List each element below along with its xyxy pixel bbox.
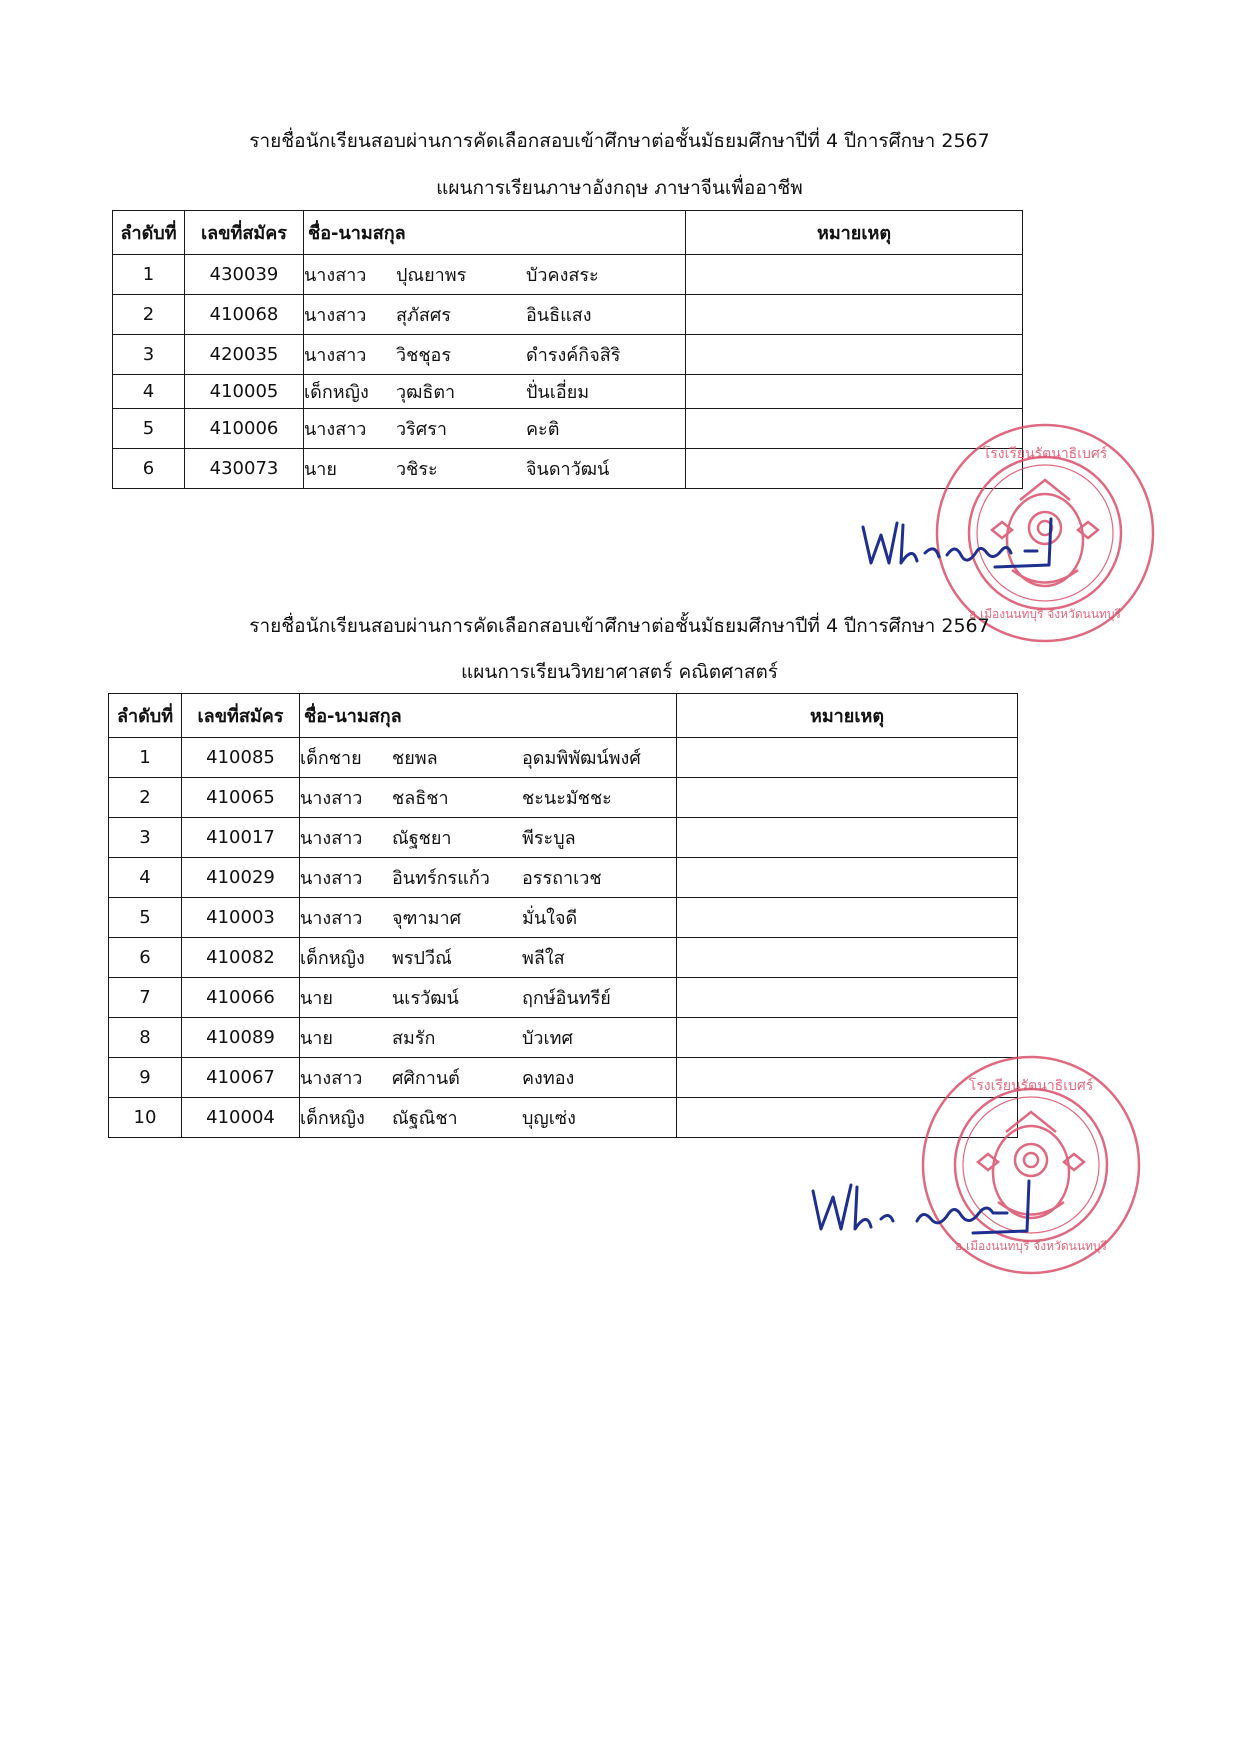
row-last-name: บัวคงสระ [526,265,599,286]
table-row [109,1098,1018,1138]
row-order: 1 [113,255,185,295]
row-remark [677,858,1018,898]
row-application-number: 410067 [182,1058,300,1098]
col-app-no-header: เลขที่สมัคร [182,694,300,738]
row-last-name: อินธิแสง [526,305,592,326]
table-row [109,818,1018,858]
row-full-name [304,449,686,489]
svg-text:โรงเรียนรัตนาธิเบศร์: โรงเรียนรัตนาธิเบศร์ [982,446,1108,462]
row-last-name: ดำรงค์กิจสิริ [526,345,621,366]
section-1-heading: รายชื่อนักเรียนสอบผ่านการคัดเลือกสอบเข้าศึกษาต่อชั้นมัธยมศึกษาปีที่ 4 ปีการศึกษา 2567 [249,130,990,152]
row-last-name: ชะนะมัชชะ [522,788,612,809]
table-row [109,1018,1018,1058]
row-order: 1 [109,738,182,778]
row-last-name: คะติ [526,419,560,440]
section-2-heading: รายชื่อนักเรียนสอบผ่านการคัดเลือกสอบเข้าศึกษาต่อชั้นมัธยมศึกษาปีที่ 4 ปีการศึกษา 2567 [249,615,990,637]
row-order: 5 [113,409,185,449]
col-order-header: ลำดับที่ [113,211,185,255]
row-order: 6 [113,449,185,489]
row-order: 7 [109,978,182,1018]
row-first-name: วชิระ [396,459,438,480]
row-application-number: 410006 [185,409,304,449]
row-last-name: จินดาวัฒน์ [526,459,610,480]
row-full-name [300,738,677,778]
row-full-name [304,375,686,409]
row-first-name: วุฒธิตา [396,382,456,403]
section-2-program: แผนการเรียนวิทยาศาสตร์ คณิตศาสตร์ [460,661,779,683]
row-name-title: นางสาว [304,419,367,440]
row-remark [677,898,1018,938]
row-full-name [300,858,677,898]
row-full-name [304,335,686,375]
row-full-name [300,1098,677,1138]
row-name-title: นาย [300,1028,333,1049]
row-order: 4 [109,858,182,898]
table-header-row [109,694,1018,738]
row-application-number: 430039 [185,255,304,295]
row-application-number: 410066 [182,978,300,1018]
row-application-number: 410065 [182,778,300,818]
row-last-name: ปั่นเอี่ยม [526,382,590,403]
table-row [109,978,1018,1018]
row-first-name: อินทร์กรแก้ว [392,868,490,889]
row-application-number: 410068 [185,295,304,335]
row-order: 8 [109,1018,182,1058]
row-first-name: ชลธิชา [392,788,449,809]
table-row [109,858,1018,898]
row-application-number: 410003 [182,898,300,938]
row-remark [686,295,1023,335]
row-name-title: นางสาว [304,345,367,366]
row-remark [686,255,1023,295]
table-row [109,898,1018,938]
row-last-name: บุญเซ่ง [522,1108,576,1129]
row-full-name [304,255,686,295]
table-row [109,778,1018,818]
row-full-name [300,898,677,938]
row-last-name: พีระบูล [522,828,576,849]
row-order: 4 [113,375,185,409]
row-remark [677,938,1018,978]
row-name-title: เด็กหญิง [304,382,369,403]
row-application-number: 410082 [182,938,300,978]
row-first-name: ศศิกานต์ [392,1068,460,1089]
row-name-title: นาย [300,988,333,1009]
row-full-name [300,1058,677,1098]
row-order: 3 [109,818,182,858]
row-name-title: เด็กหญิง [300,948,365,969]
row-order: 10 [109,1098,182,1138]
table-row [109,938,1018,978]
row-order: 2 [113,295,185,335]
row-name-title: นางสาว [304,305,367,326]
row-order: 5 [109,898,182,938]
svg-text:อ.เมืองนนทบุรี จังหวัดนนทบุรี: อ.เมืองนนทบุรี จังหวัดนนทบุรี [968,607,1122,621]
row-full-name [300,938,677,978]
row-name-title: เด็กชาย [300,748,362,769]
row-application-number: 410017 [182,818,300,858]
row-application-number: 410089 [182,1018,300,1058]
row-first-name: พรปวีณ์ [392,948,452,969]
row-full-name [300,818,677,858]
row-first-name: ณัฐชยา [392,828,452,849]
row-first-name: ณัฐณิชา [392,1108,458,1129]
row-application-number: 410085 [182,738,300,778]
table-row [109,1058,1018,1098]
svg-text:โรงเรียนรัตนาธิเบศร์: โรงเรียนรัตนาธิเบศร์ [968,1078,1094,1094]
row-first-name: นเรวัฒน์ [392,988,459,1009]
row-name-title: นางสาว [300,788,363,809]
row-full-name [304,295,686,335]
row-order: 2 [109,778,182,818]
row-last-name: มั่นใจดี [522,908,578,929]
section-1-table [112,210,1023,489]
row-first-name: วริศรา [396,419,447,440]
row-full-name [304,409,686,449]
row-name-title: นางสาว [300,828,363,849]
row-remark [677,978,1018,1018]
row-remark [686,375,1023,409]
row-full-name [300,1018,677,1058]
row-last-name: คงทอง [522,1068,575,1089]
row-first-name: สุภัสศร [396,305,451,326]
row-first-name: ชยพล [392,748,438,769]
col-app-no-header: เลขที่สมัคร [185,211,304,255]
col-name-header: ชื่อ-นามสกุล [300,694,677,738]
row-application-number: 430073 [185,449,304,489]
row-first-name: จุฑามาศ [392,908,461,929]
table-header-row [113,211,1023,255]
signature-1 [855,515,1070,577]
table-row [113,295,1023,335]
row-full-name [300,978,677,1018]
row-remark [677,818,1018,858]
table-row [113,409,1023,449]
row-remark [686,335,1023,375]
col-remark-header: หมายเหตุ [686,211,1023,255]
row-name-title: นางสาว [304,265,367,286]
table-row [109,738,1018,778]
row-first-name: ปุณยาพร [396,265,467,286]
row-full-name [300,778,677,818]
row-remark [677,738,1018,778]
row-application-number: 420035 [185,335,304,375]
table-row [113,255,1023,295]
svg-text:อ.เมืองนนทบุรี จังหวัดนนทบุรี: อ.เมืองนนทบุรี จังหวัดนนทบุรี [954,1239,1108,1253]
row-name-title: นางสาว [300,868,363,889]
col-order-header: ลำดับที่ [109,694,182,738]
row-last-name: ฤกษ์อินทรีย์ [522,988,611,1009]
col-name-header: ชื่อ-นามสกุล [304,211,686,255]
row-application-number: 410005 [185,375,304,409]
table-row [113,449,1023,489]
col-remark-header: หมายเหตุ [677,694,1018,738]
row-last-name: อรรถาเวช [522,868,602,889]
row-application-number: 410029 [182,858,300,898]
row-order: 6 [109,938,182,978]
section-2-table [108,693,1018,1138]
row-name-title: นางสาว [300,1068,363,1089]
row-application-number: 410004 [182,1098,300,1138]
section-1-program: แผนการเรียนภาษาอังกฤษ ภาษาจีนเพื่ออาชีพ [436,177,803,199]
row-last-name: อุดมพิพัฒน์พงศ์ [522,748,641,769]
row-last-name: พลีใส [522,948,565,969]
row-order: 9 [109,1058,182,1098]
row-remark [677,778,1018,818]
row-name-title: เด็กหญิง [300,1108,365,1129]
table-row [113,335,1023,375]
table-row [113,375,1023,409]
row-first-name: สมรัก [392,1028,436,1049]
signature-2 [805,1175,1050,1243]
row-name-title: นางสาว [300,908,363,929]
row-name-title: นาย [304,459,337,480]
row-order: 3 [113,335,185,375]
row-last-name: บัวเทศ [522,1028,573,1049]
row-first-name: วิชชุอร [396,345,452,366]
school-seal-stamp [918,1052,1144,1278]
